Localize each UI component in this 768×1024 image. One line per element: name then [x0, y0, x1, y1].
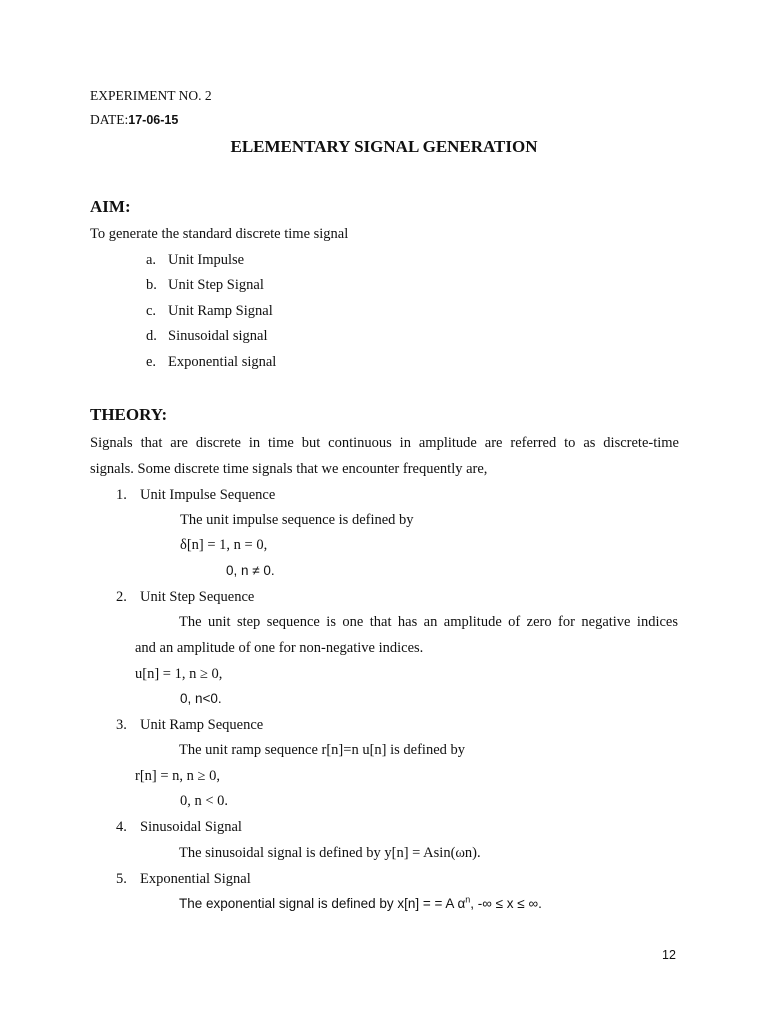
list-item [146, 353, 276, 371]
date-value: 17-06-15 [128, 113, 179, 127]
section-title: Sinusoidal Signal [140, 819, 242, 835]
section-heading [116, 486, 275, 504]
list-marker: a. [146, 252, 157, 268]
page-title: ELEMENTARY SIGNAL GENERATION [230, 137, 538, 156]
equation-line: u[n] = 1, n ≥ 0, [135, 666, 223, 682]
experiment-number: EXPERIMENT NO. 2 [90, 88, 212, 103]
list-item-text: Sinusoidal signal [168, 328, 268, 344]
equation-line: 0, n < 0. [180, 793, 229, 809]
list-item-text: Unit Step Signal [168, 277, 264, 293]
theory-paragraph-line: Signals that are discrete in time but continuous in amplitude are referred to as discrete-time [90, 435, 679, 451]
section-title: Exponential Signal [140, 871, 251, 887]
exp-superscript: n [465, 894, 471, 905]
list-item-text: Unit Impulse [168, 252, 245, 268]
section-number: 2. [116, 589, 127, 605]
list-item-text: Unit Ramp Signal [168, 303, 273, 319]
date-label: DATE: [90, 112, 129, 127]
section-description: The sinusoidal signal is defined by y[n] = Asin(ωn). [179, 845, 481, 861]
list-marker: c. [146, 303, 157, 319]
section-description: The unit impulse sequence is defined by [180, 512, 414, 528]
list-item [146, 276, 264, 294]
list-item-text: Exponential signal [168, 354, 277, 370]
list-item [146, 327, 268, 345]
list-marker: d. [146, 328, 157, 344]
section-title: Unit Step Sequence [140, 589, 255, 605]
list-item [146, 251, 244, 269]
section-heading [116, 818, 242, 836]
section-title: Unit Ramp Sequence [140, 717, 264, 733]
section-heading [116, 716, 263, 734]
equation-line: r[n] = n, n ≥ 0, [135, 768, 220, 784]
section-number: 3. [116, 717, 127, 733]
section-heading [116, 588, 254, 606]
list-marker: b. [146, 277, 157, 293]
section-description [179, 895, 542, 913]
section-title: Unit Impulse Sequence [140, 487, 276, 503]
section-heading [116, 870, 251, 888]
equation-line: δ[n] = 1, n = 0, [180, 537, 268, 553]
section-description: The unit step sequence is one that has an amplitude of zero for negative indices [179, 614, 678, 630]
section-description: and an amplitude of one for non-negative indices. [135, 640, 424, 656]
list-item [146, 302, 273, 320]
aim-heading: AIM: [90, 197, 131, 216]
theory-heading: THEORY: [90, 405, 168, 424]
section-number: 5. [116, 871, 127, 887]
aim-intro: To generate the standard discrete time signal [90, 226, 349, 242]
equation-line: 0, n ≠ 0. [226, 563, 275, 578]
exp-desc-prefix: The exponential signal is defined by x[n] = = A α [179, 896, 466, 911]
section-description: The unit ramp sequence r[n]=n u[n] is defined by [179, 742, 465, 758]
section-number: 4. [116, 819, 127, 835]
section-number: 1. [116, 487, 127, 503]
date-line [90, 111, 178, 129]
theory-paragraph-line: signals. Some discrete time signals that we encounter frequently are, [90, 461, 488, 477]
list-marker: e. [146, 354, 157, 370]
exp-desc-suffix: , -∞ ≤ x ≤ ∞. [470, 896, 542, 911]
equation-line: 0, n<0. [180, 691, 222, 706]
page-number: 12 [662, 948, 676, 962]
